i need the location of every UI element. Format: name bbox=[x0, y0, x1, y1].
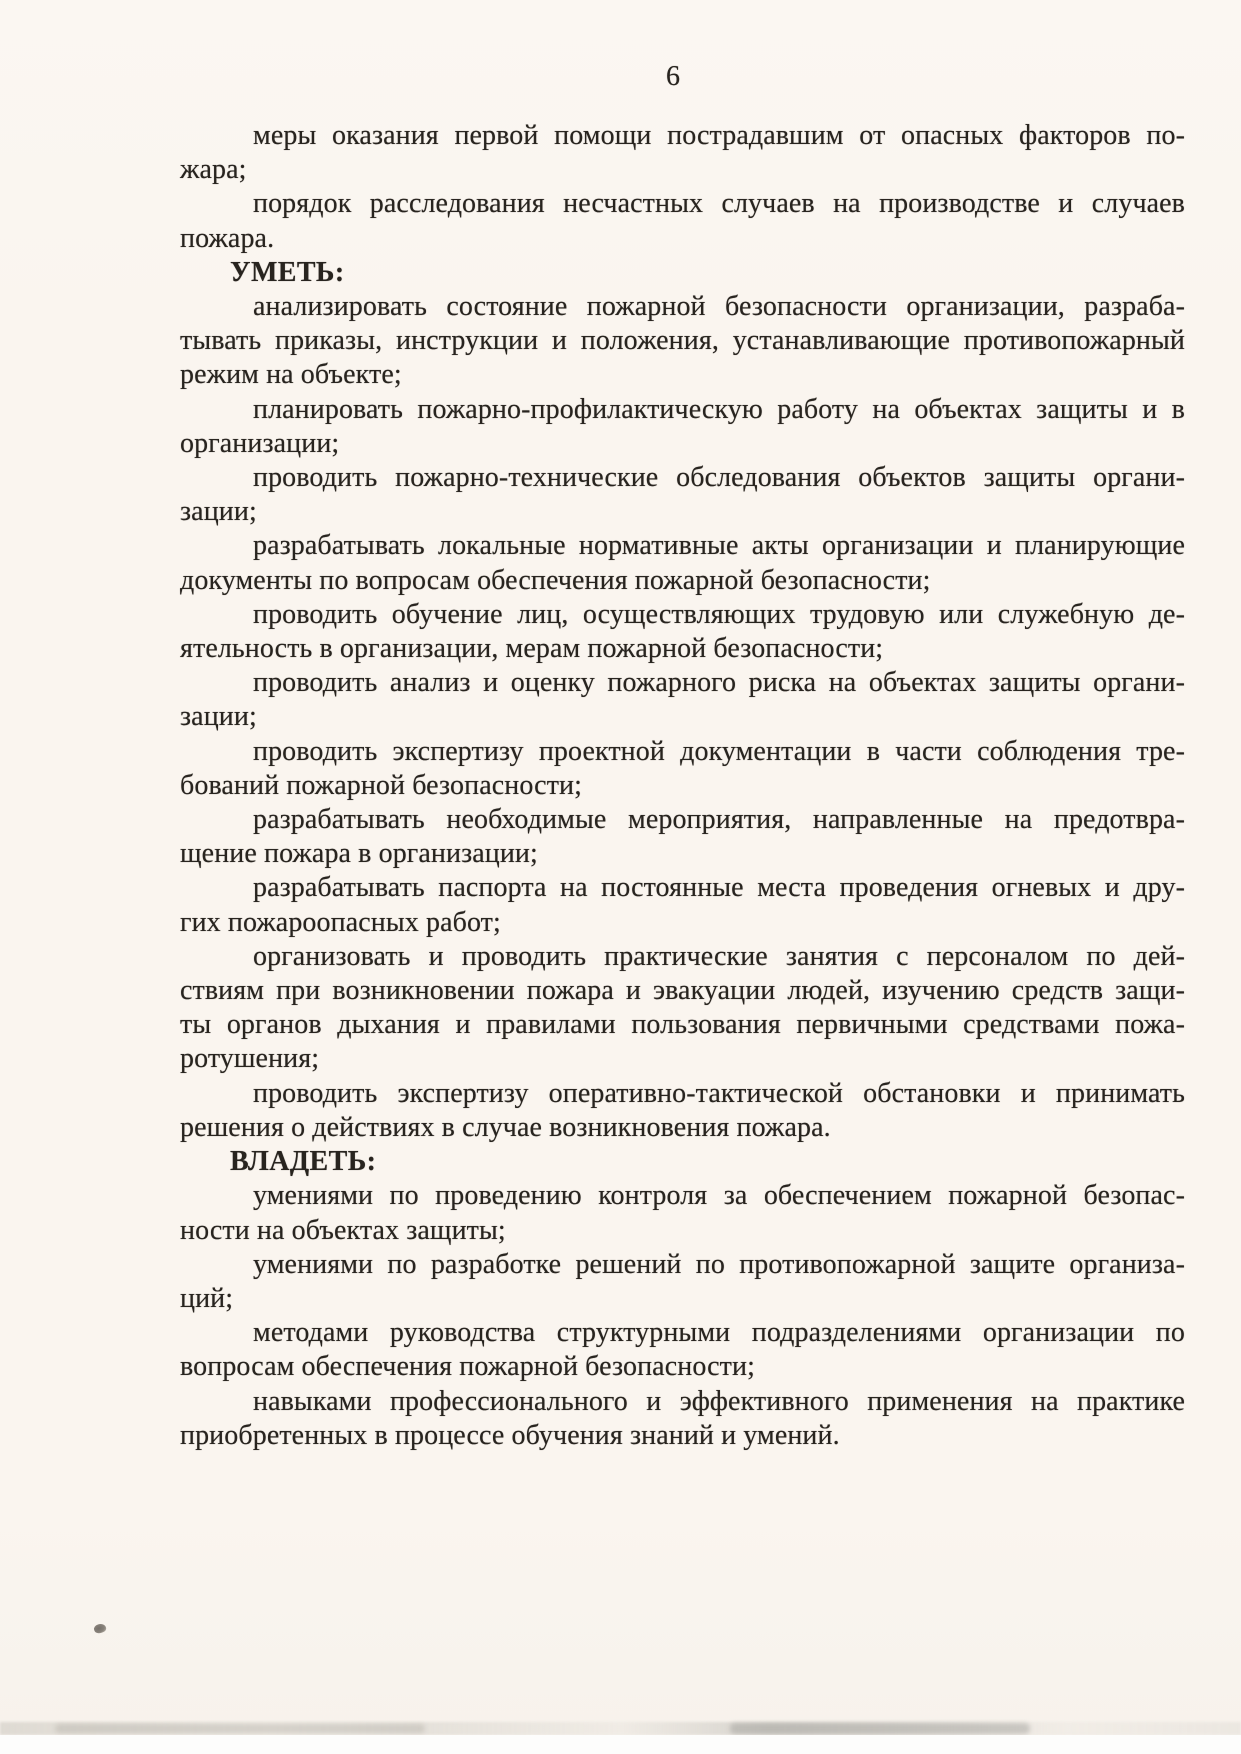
text-line: разрабатывать необходимые мероприятия, направленные на предотвра- bbox=[253, 804, 1185, 836]
text-line: пожара. bbox=[180, 222, 275, 254]
scan-bottom-edge bbox=[0, 1735, 1241, 1754]
text-line: тывать приказы, инструкции и положения, устанавливающие противопожарный bbox=[180, 325, 1185, 357]
text-line: ротушения; bbox=[180, 1043, 320, 1075]
text-line: ятельность в организации, мерам пожарной безопасности; bbox=[180, 633, 884, 665]
text-line: приобретенных в процессе обучения знаний и умений. bbox=[180, 1419, 840, 1451]
text-line: проводить анализ и оценку пожарного риска на объектах защиты органи- bbox=[253, 667, 1185, 699]
text-line: разрабатывать локальные нормативные акты организации и планирующие bbox=[253, 530, 1185, 562]
text-line: умениями по разработке решений по противопожарной защите организа- bbox=[253, 1248, 1185, 1280]
text-line: планировать пожарно-профилактическую работу на объектах защиты и в bbox=[253, 393, 1185, 425]
text-line: вопросам обеспечения пожарной безопасности; bbox=[180, 1351, 755, 1383]
text-line: организовать и проводить практические занятия с персоналом по дей- bbox=[253, 940, 1185, 972]
text-line: ты органов дыхания и правилами пользования первичными средствами пожа- bbox=[180, 1009, 1185, 1041]
text-line: жара; bbox=[180, 154, 247, 186]
page-number: 6 bbox=[666, 61, 680, 92]
text-line: режим на объекте; bbox=[180, 359, 402, 391]
text-line: ствиям при возникновении пожара и эвакуации людей, изучению средств защи- bbox=[180, 975, 1185, 1007]
text-line: разрабатывать паспорта на постоянные места проведения огневых и дру- bbox=[253, 872, 1185, 904]
text-line: проводить экспертизу оперативно-тактической обстановки и принимать bbox=[253, 1077, 1185, 1109]
text-line: решения о действиях в случае возникновения пожара. bbox=[180, 1111, 831, 1143]
text-line: проводить экспертизу проектной документации в части соблюдения тре- bbox=[253, 735, 1185, 767]
text-line: анализировать состояние пожарной безопасности организации, разраба- bbox=[253, 291, 1185, 323]
text-line: методами руководства структурными подразделениями организации по bbox=[253, 1317, 1185, 1349]
text-line: организации; bbox=[180, 427, 340, 459]
text-line: гих пожароопасных работ; bbox=[180, 906, 501, 938]
body-text bbox=[180, 119, 1185, 1453]
scan-smudge bbox=[55, 1724, 425, 1733]
scan-speck-artifact bbox=[93, 1622, 107, 1634]
text-line: ций; bbox=[180, 1282, 234, 1314]
text-line: меры оказания первой помощи пострадавшим от опасных факторов по- bbox=[253, 120, 1185, 151]
section-heading: УМЕТЬ: bbox=[230, 256, 345, 288]
text-line: проводить обучение лиц, осуществляющих трудовую или служебную де- bbox=[253, 598, 1185, 630]
text-line: проводить пожарно-технические обследования объектов защиты органи- bbox=[253, 462, 1185, 494]
text-line: зации; bbox=[180, 701, 257, 733]
text-line: бований пожарной безопасности; bbox=[180, 769, 582, 801]
text-line: щение пожара в организации; bbox=[180, 838, 538, 870]
section-heading: ВЛАДЕТЬ: bbox=[230, 1146, 377, 1178]
text-line: документы по вопросам обеспечения пожарной безопасности; bbox=[180, 564, 931, 596]
text-line: навыками профессионального и эффективного применения на практике bbox=[253, 1385, 1185, 1417]
scan-smudge bbox=[730, 1723, 1030, 1734]
text-line: ности на объектах защиты; bbox=[180, 1214, 506, 1246]
text-line: зации; bbox=[180, 496, 257, 528]
text-line: умениями по проведению контроля за обеспечением пожарной безопас- bbox=[253, 1180, 1185, 1212]
text-line: порядок расследования несчастных случаев на производстве и случаев bbox=[253, 188, 1185, 220]
